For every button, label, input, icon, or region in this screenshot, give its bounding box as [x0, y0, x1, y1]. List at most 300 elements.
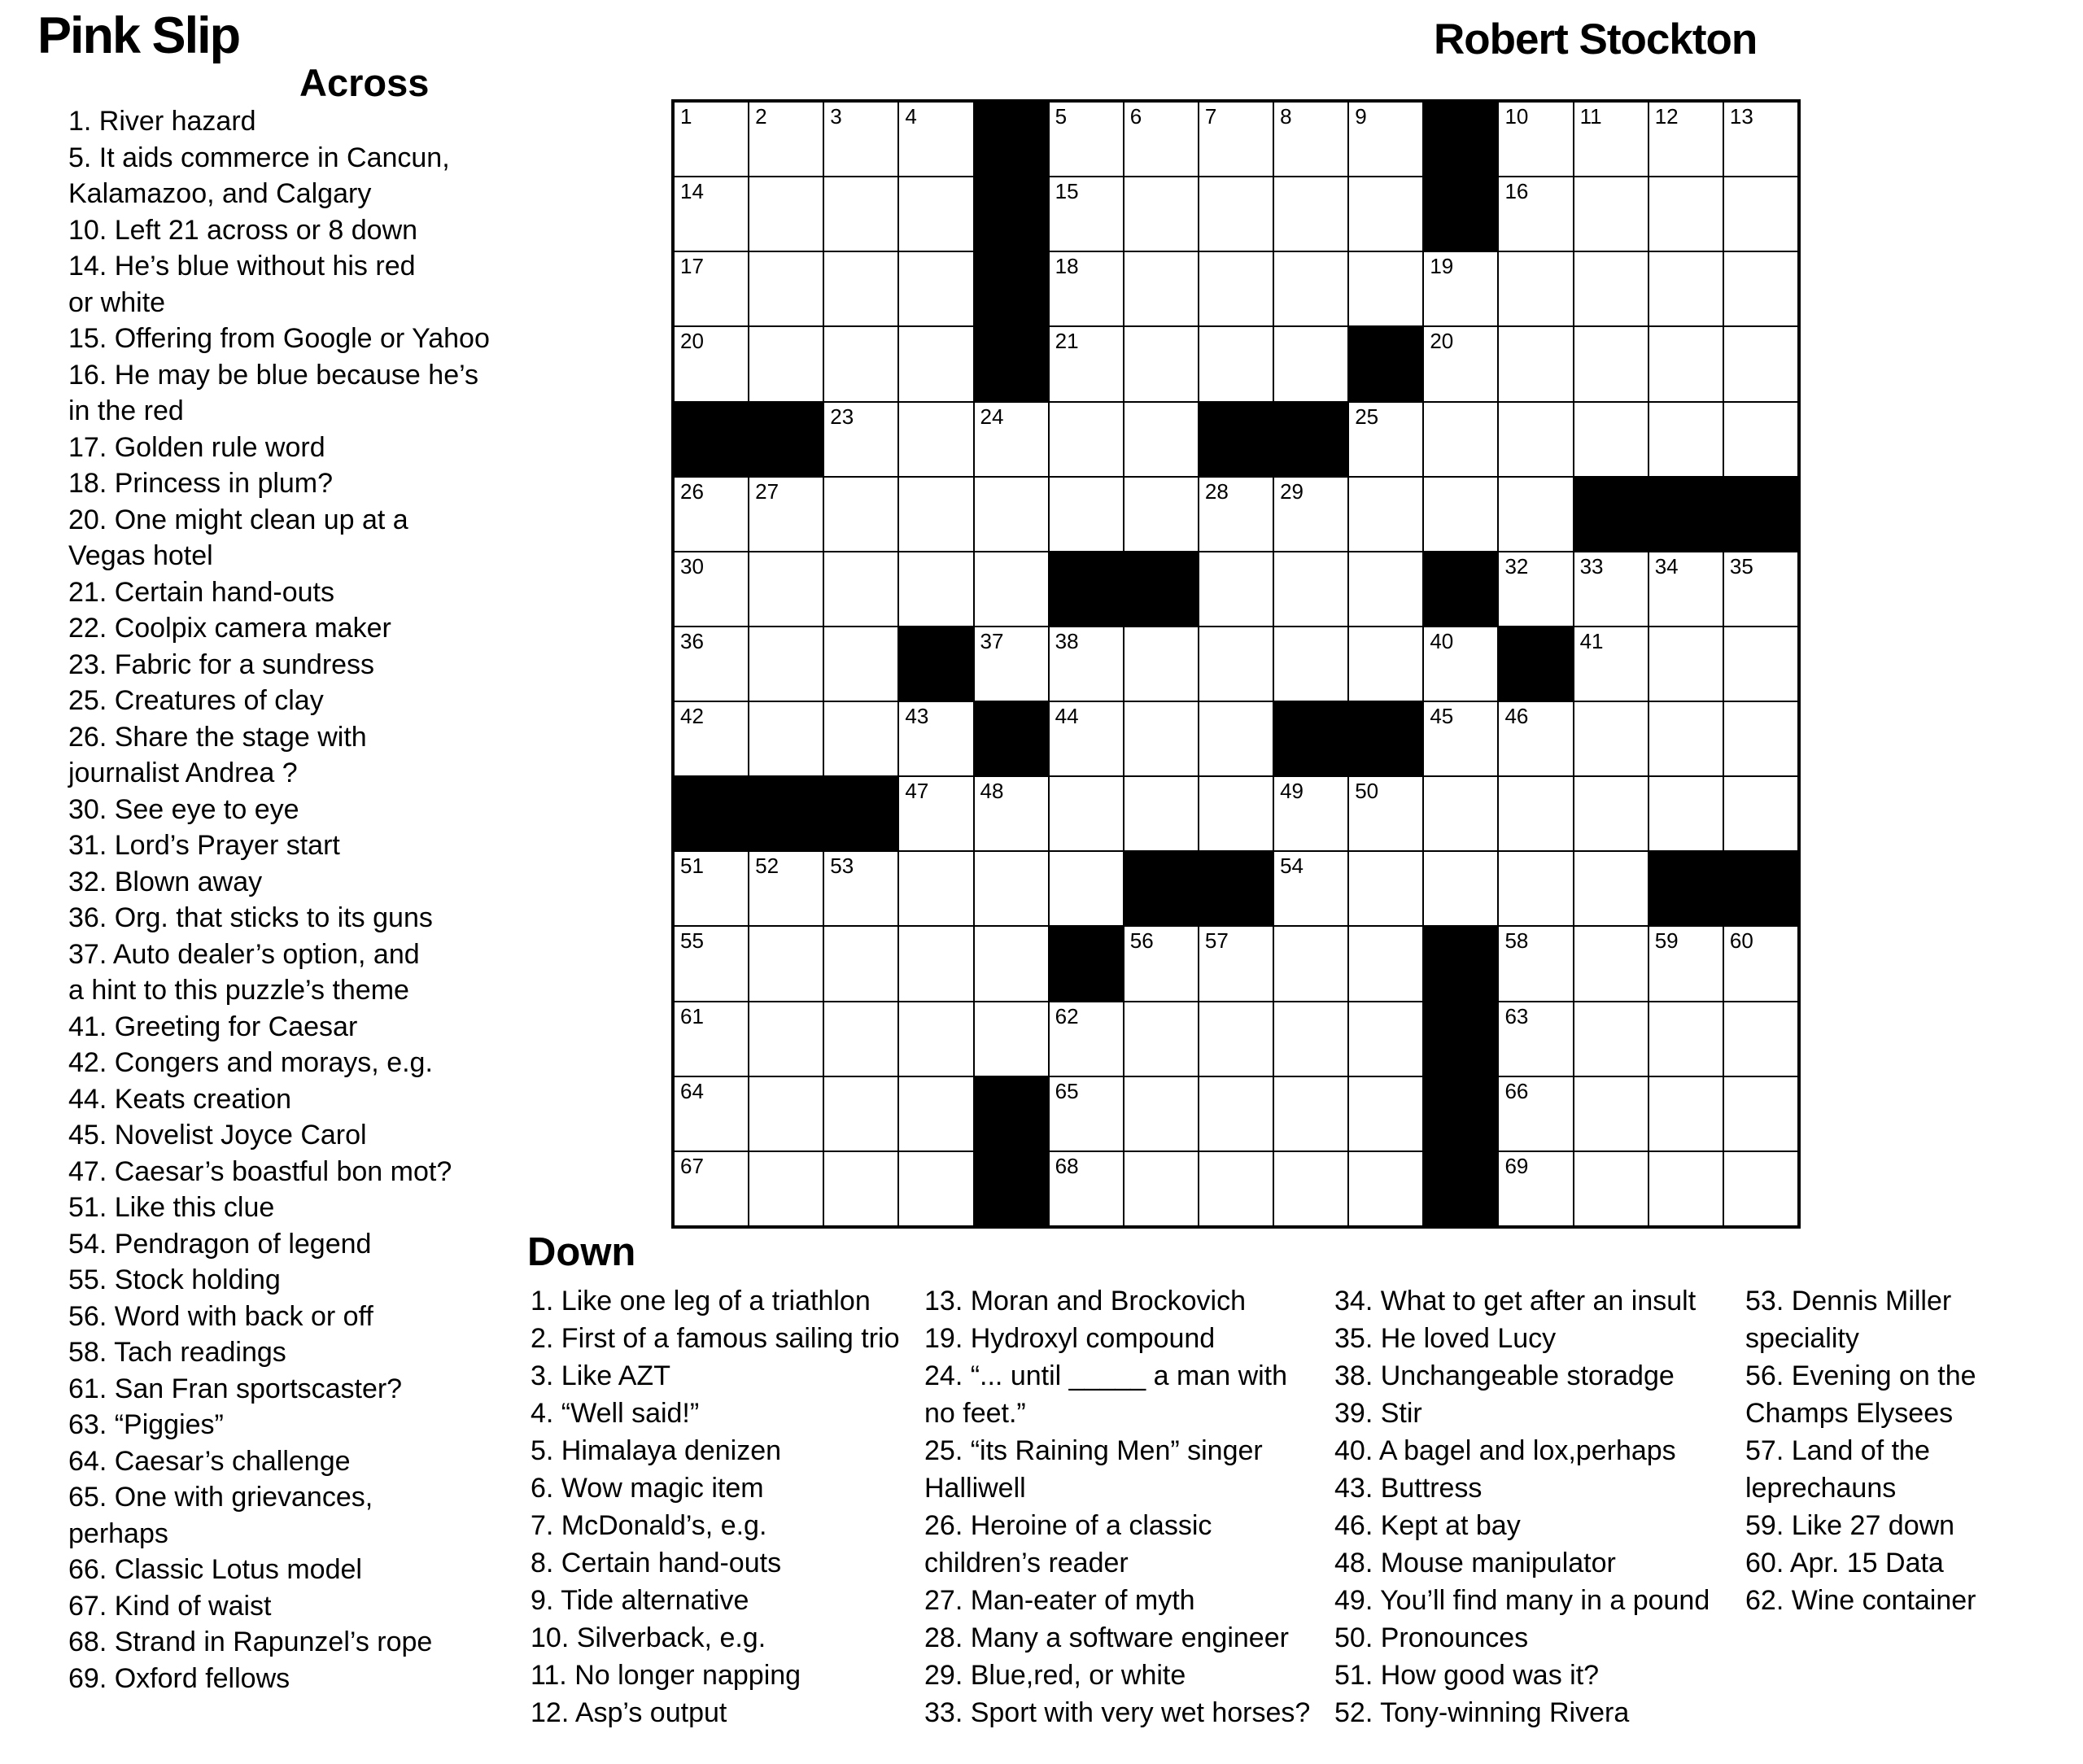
clue-42 [68, 1045, 490, 1081]
clue-text: 33. Sport with very wet horses? [924, 1697, 1311, 1728]
grid-cell-r3c10[interactable] [1348, 251, 1423, 326]
grid-cell-r15c6[interactable] [1049, 1151, 1124, 1226]
grid-cell-r9c1[interactable] [674, 701, 749, 776]
grid-cell-r14c10[interactable] [1348, 1076, 1423, 1151]
clue-text: 32. Blown away [68, 866, 263, 897]
grid-cell-r2c1[interactable] [674, 177, 749, 251]
grid-cell-r2c6[interactable] [1049, 177, 1124, 251]
clue-21 [68, 574, 490, 611]
grid-cell-r12c12[interactable] [1498, 926, 1573, 1001]
cell-number: 12 [1654, 104, 1679, 129]
grid-cell-r3c13[interactable] [1574, 251, 1648, 326]
cell-number: 36 [680, 628, 704, 653]
grid-cell-r1c10[interactable] [1348, 102, 1423, 177]
grid-cell-r6c3[interactable] [823, 477, 898, 552]
grid-cell-r6c4[interactable] [898, 477, 973, 552]
grid-cell-r15c15[interactable] [1723, 1151, 1798, 1226]
down-clue-column-4 [1745, 1282, 1976, 1619]
grid-cell-r9c13[interactable] [1574, 701, 1648, 776]
cell-number: 57 [1204, 928, 1229, 954]
grid-cell-r11c12[interactable] [1498, 851, 1573, 926]
grid-cell-r8c10[interactable] [1348, 627, 1423, 701]
clue-27 [924, 1582, 1310, 1619]
clue-text: 27. Man-eater of myth [924, 1585, 1195, 1616]
clue-5 [531, 1432, 900, 1469]
grid-cell-r4c15[interactable] [1723, 326, 1798, 401]
down-clue-column-3 [1334, 1282, 1710, 1731]
grid-cell-r1c1[interactable] [674, 102, 749, 177]
clue-text: 7. McDonald’s, e.g. [531, 1510, 767, 1541]
clue-45 [68, 1117, 490, 1154]
grid-cell-r13c15[interactable] [1723, 1002, 1798, 1076]
black-cell-r5c1 [674, 402, 749, 477]
cell-number: 4 [905, 104, 917, 129]
cell-number: 21 [1055, 329, 1079, 354]
clue-text: 14. He’s blue without his red [68, 251, 416, 282]
grid-cell-r13c7[interactable] [1124, 1002, 1199, 1076]
grid-cell-r6c10[interactable] [1348, 477, 1423, 552]
grid-cell-r9c14[interactable] [1648, 701, 1723, 776]
black-cell-r12c6 [1049, 926, 1124, 1001]
grid-cell-r15c14[interactable] [1648, 1151, 1723, 1226]
clue-text: 60. Apr. 15 Data [1745, 1548, 1944, 1578]
clue-text: 17. Golden rule word [68, 431, 325, 463]
grid-cell-r14c1[interactable] [674, 1076, 749, 1151]
clue-66 [68, 1552, 490, 1588]
grid-cell-r2c7[interactable] [1124, 177, 1199, 251]
grid-cell-r2c3[interactable] [823, 177, 898, 251]
grid-cell-r10c10[interactable] [1348, 776, 1423, 851]
grid-cell-r14c14[interactable] [1648, 1076, 1723, 1151]
grid-cell-r11c2[interactable] [749, 851, 823, 926]
grid-cell-r6c8[interactable] [1199, 477, 1273, 552]
grid-cell-r5c5[interactable] [974, 402, 1049, 477]
clue-text-continued: journalist Andrea ? [68, 758, 298, 788]
grid-cell-r2c13[interactable] [1574, 177, 1648, 251]
black-cell-r11c15 [1723, 851, 1798, 926]
grid-cell-r7c5[interactable] [974, 552, 1049, 627]
grid-cell-r14c7[interactable] [1124, 1076, 1199, 1151]
grid-cell-r14c6[interactable] [1049, 1076, 1124, 1151]
grid-cell-r12c15[interactable] [1723, 926, 1798, 1001]
cell-number: 8 [1280, 104, 1292, 129]
grid-cell-r4c7[interactable] [1124, 326, 1199, 401]
grid-cell-r2c2[interactable] [749, 177, 823, 251]
clue-46 [1334, 1507, 1710, 1544]
grid-cell-r10c13[interactable] [1574, 776, 1648, 851]
grid-cell-r4c14[interactable] [1648, 326, 1723, 401]
grid-cell-r3c11[interactable] [1423, 251, 1498, 326]
grid-cell-r6c11[interactable] [1423, 477, 1498, 552]
grid-cell-r13c4[interactable] [898, 1002, 973, 1076]
cell-number: 29 [1280, 478, 1304, 504]
clue-40 [1334, 1432, 1710, 1469]
clue-text-continued: children’s reader [924, 1548, 1129, 1578]
grid-cell-r6c12[interactable] [1498, 477, 1573, 552]
grid-cell-r3c14[interactable] [1648, 251, 1723, 326]
grid-cell-r8c8[interactable] [1199, 627, 1273, 701]
clue-text: 29. Blue,red, or white [924, 1660, 1186, 1691]
clue-38 [1334, 1357, 1710, 1395]
grid-cell-r2c8[interactable] [1199, 177, 1273, 251]
clue-54 [68, 1226, 490, 1263]
grid-cell-r14c8[interactable] [1199, 1076, 1273, 1151]
grid-cell-r1c8[interactable] [1199, 102, 1273, 177]
clue-text-continued: leprechauns [1745, 1473, 1897, 1504]
cell-number: 6 [1129, 104, 1142, 129]
grid-cell-r9c11[interactable] [1423, 701, 1498, 776]
cell-number: 68 [1055, 1153, 1079, 1178]
clue-text-continued: a hint to this puzzle’s theme [68, 975, 409, 1006]
author-byline: Robert Stockton [1434, 15, 1758, 63]
black-cell-r10c2 [749, 776, 823, 851]
grid-cell-r12c4[interactable] [898, 926, 973, 1001]
grid-cell-r3c3[interactable] [823, 251, 898, 326]
grid-cell-r12c13[interactable] [1574, 926, 1648, 1001]
grid-cell-r6c9[interactable] [1273, 477, 1348, 552]
clue-64 [68, 1443, 490, 1480]
grid-cell-r9c15[interactable] [1723, 701, 1798, 776]
grid-cell-r6c7[interactable] [1124, 477, 1199, 552]
grid-cell-r6c2[interactable] [749, 477, 823, 552]
clue-text: 40. A bagel and lox,perhaps [1334, 1435, 1676, 1466]
grid-cell-r10c6[interactable] [1049, 776, 1124, 851]
clue-text-continued: or white [68, 286, 166, 318]
grid-cell-r6c1[interactable] [674, 477, 749, 552]
clue-text: 1. River hazard [68, 106, 256, 137]
cell-number: 65 [1055, 1078, 1079, 1103]
clue-text-continued: in the red [68, 395, 184, 426]
clue-text: 42. Congers and morays, e.g. [68, 1047, 433, 1078]
grid-cell-r9c2[interactable] [749, 701, 823, 776]
cell-number: 40 [1430, 628, 1454, 653]
clue-text: 59. Like 27 down [1745, 1510, 1955, 1541]
clue-text: 63. “Piggies” [68, 1409, 224, 1440]
grid-cell-r11c13[interactable] [1574, 851, 1648, 926]
grid-cell-r15c1[interactable] [674, 1151, 749, 1226]
cell-number: 25 [1355, 404, 1379, 429]
grid-cell-r8c5[interactable] [974, 627, 1049, 701]
grid-cell-r7c12[interactable] [1498, 552, 1573, 627]
grid-cell-r11c1[interactable] [674, 851, 749, 926]
grid-cell-r7c4[interactable] [898, 552, 973, 627]
grid-cell-r12c14[interactable] [1648, 926, 1723, 1001]
clue-text: 5. Himalaya denizen [531, 1435, 782, 1466]
grid-cell-r7c1[interactable] [674, 552, 749, 627]
grid-cell-r2c15[interactable] [1723, 177, 1798, 251]
clue-text: 6. Wow magic item [531, 1473, 764, 1504]
grid-cell-r3c2[interactable] [749, 251, 823, 326]
grid-cell-r3c6[interactable] [1049, 251, 1124, 326]
grid-cell-r5c10[interactable] [1348, 402, 1423, 477]
grid-cell-r15c4[interactable] [898, 1151, 973, 1226]
cell-number: 18 [1055, 254, 1079, 279]
grid-cell-r1c9[interactable] [1273, 102, 1348, 177]
cell-number: 43 [905, 704, 929, 729]
grid-cell-r8c2[interactable] [749, 627, 823, 701]
grid-cell-r9c12[interactable] [1498, 701, 1573, 776]
grid-cell-r4c2[interactable] [749, 326, 823, 401]
grid-cell-r13c8[interactable] [1199, 1002, 1273, 1076]
cell-number: 17 [680, 254, 704, 279]
grid-cell-r12c8[interactable] [1199, 926, 1273, 1001]
grid-cell-r1c6[interactable] [1049, 102, 1124, 177]
cell-number: 20 [1430, 329, 1454, 354]
clue-52 [1334, 1694, 1710, 1731]
grid-cell-r4c6[interactable] [1049, 326, 1124, 401]
grid-cell-r8c1[interactable] [674, 627, 749, 701]
grid-cell-r10c11[interactable] [1423, 776, 1498, 851]
clue-text: 10. Silverback, e.g. [531, 1622, 766, 1653]
clue-3 [531, 1357, 900, 1395]
grid-cell-r14c12[interactable] [1498, 1076, 1573, 1151]
grid-cell-r5c15[interactable] [1723, 402, 1798, 477]
grid-cell-r12c10[interactable] [1348, 926, 1423, 1001]
grid-cell-r10c15[interactable] [1723, 776, 1798, 851]
grid-cell-r13c5[interactable] [974, 1002, 1049, 1076]
grid-cell-r6c5[interactable] [974, 477, 1049, 552]
clue-50 [1334, 1619, 1710, 1657]
grid-cell-r14c9[interactable] [1273, 1076, 1348, 1151]
grid-cell-r13c2[interactable] [749, 1002, 823, 1076]
clue-1 [531, 1282, 900, 1320]
grid-cell-r2c14[interactable] [1648, 177, 1723, 251]
grid-cell-r15c2[interactable] [749, 1151, 823, 1226]
grid-cell-r2c12[interactable] [1498, 177, 1573, 251]
grid-cell-r7c14[interactable] [1648, 552, 1723, 627]
grid-cell-r13c9[interactable] [1273, 1002, 1348, 1076]
grid-cell-r12c7[interactable] [1124, 926, 1199, 1001]
grid-cell-r1c15[interactable] [1723, 102, 1798, 177]
cell-number: 58 [1504, 928, 1529, 954]
grid-cell-r10c4[interactable] [898, 776, 973, 851]
clue-5 [68, 140, 490, 212]
black-cell-r15c11 [1423, 1151, 1498, 1226]
grid-cell-r3c8[interactable] [1199, 251, 1273, 326]
clue-text: 12. Asp’s output [531, 1697, 727, 1728]
cell-number: 10 [1504, 104, 1529, 129]
grid-cell-r12c9[interactable] [1273, 926, 1348, 1001]
clue-text: 62. Wine container [1745, 1585, 1976, 1616]
grid-cell-r10c8[interactable] [1199, 776, 1273, 851]
grid-cell-r9c3[interactable] [823, 701, 898, 776]
grid-cell-r1c2[interactable] [749, 102, 823, 177]
grid-cell-r4c13[interactable] [1574, 326, 1648, 401]
grid-cell-r15c7[interactable] [1124, 1151, 1199, 1226]
grid-cell-r11c10[interactable] [1348, 851, 1423, 926]
grid-cell-r10c14[interactable] [1648, 776, 1723, 851]
grid-cell-r13c10[interactable] [1348, 1002, 1423, 1076]
cell-number: 42 [680, 704, 704, 729]
cell-number: 50 [1355, 779, 1379, 804]
clue-text: 23. Fabric for a sundress [68, 648, 375, 680]
grid-cell-r5c4[interactable] [898, 402, 973, 477]
grid-cell-r15c3[interactable] [823, 1151, 898, 1226]
grid-cell-r1c14[interactable] [1648, 102, 1723, 177]
grid-cell-r9c4[interactable] [898, 701, 973, 776]
grid-cell-r1c7[interactable] [1124, 102, 1199, 177]
grid-cell-r1c3[interactable] [823, 102, 898, 177]
grid-cell-r13c14[interactable] [1648, 1002, 1723, 1076]
grid-cell-r1c12[interactable] [1498, 102, 1573, 177]
grid-cell-r11c9[interactable] [1273, 851, 1348, 926]
grid-cell-r4c9[interactable] [1273, 326, 1348, 401]
grid-cell-r8c6[interactable] [1049, 627, 1124, 701]
black-cell-r5c9 [1273, 402, 1348, 477]
grid-cell-r14c2[interactable] [749, 1076, 823, 1151]
clue-18 [68, 465, 490, 502]
black-cell-r8c12 [1498, 627, 1573, 701]
grid-cell-r4c3[interactable] [823, 326, 898, 401]
grid-cell-r14c4[interactable] [898, 1076, 973, 1151]
clue-36 [68, 900, 490, 937]
grid-cell-r15c8[interactable] [1199, 1151, 1273, 1226]
grid-cell-r13c6[interactable] [1049, 1002, 1124, 1076]
grid-cell-r3c12[interactable] [1498, 251, 1573, 326]
grid-cell-r4c1[interactable] [674, 326, 749, 401]
grid-cell-r8c3[interactable] [823, 627, 898, 701]
grid-cell-r7c13[interactable] [1574, 552, 1648, 627]
grid-cell-r11c6[interactable] [1049, 851, 1124, 926]
grid-cell-r14c15[interactable] [1723, 1076, 1798, 1151]
black-cell-r13c11 [1423, 1002, 1498, 1076]
grid-cell-r7c10[interactable] [1348, 552, 1423, 627]
black-cell-r6c15 [1723, 477, 1798, 552]
clue-text: 11. No longer napping [531, 1660, 801, 1691]
grid-cell-r10c7[interactable] [1124, 776, 1199, 851]
grid-cell-r3c15[interactable] [1723, 251, 1798, 326]
cell-number: 37 [980, 628, 1004, 653]
grid-cell-r2c9[interactable] [1273, 177, 1348, 251]
cell-number: 54 [1280, 854, 1304, 879]
grid-cell-r8c15[interactable] [1723, 627, 1798, 701]
grid-cell-r13c3[interactable] [823, 1002, 898, 1076]
grid-cell-r10c5[interactable] [974, 776, 1049, 851]
cell-number: 44 [1055, 704, 1079, 729]
black-cell-r7c11 [1423, 552, 1498, 627]
grid-cell-r4c4[interactable] [898, 326, 973, 401]
clue-4 [531, 1395, 900, 1432]
grid-cell-r7c2[interactable] [749, 552, 823, 627]
black-cell-r4c5 [974, 326, 1049, 401]
down-clue-column-1 [531, 1282, 900, 1731]
grid-cell-r11c3[interactable] [823, 851, 898, 926]
grid-cell-r3c7[interactable] [1124, 251, 1199, 326]
grid-cell-r15c12[interactable] [1498, 1151, 1573, 1226]
grid-cell-r5c14[interactable] [1648, 402, 1723, 477]
clue-9 [531, 1582, 900, 1619]
grid-cell-r14c3[interactable] [823, 1076, 898, 1151]
cell-number: 9 [1355, 104, 1367, 129]
grid-cell-r4c11[interactable] [1423, 326, 1498, 401]
grid-cell-r2c4[interactable] [898, 177, 973, 251]
black-cell-r11c7 [1124, 851, 1199, 926]
black-cell-r10c3 [823, 776, 898, 851]
grid-cell-r5c3[interactable] [823, 402, 898, 477]
grid-cell-r5c11[interactable] [1423, 402, 1498, 477]
grid-cell-r5c7[interactable] [1124, 402, 1199, 477]
grid-cell-r11c5[interactable] [974, 851, 1049, 926]
grid-cell-r3c9[interactable] [1273, 251, 1348, 326]
clue-41 [68, 1009, 490, 1046]
grid-cell-r12c1[interactable] [674, 926, 749, 1001]
grid-cell-r3c4[interactable] [898, 251, 973, 326]
grid-cell-r8c11[interactable] [1423, 627, 1498, 701]
grid-cell-r12c3[interactable] [823, 926, 898, 1001]
grid-cell-r2c10[interactable] [1348, 177, 1423, 251]
grid-cell-r13c12[interactable] [1498, 1002, 1573, 1076]
grid-cell-r14c13[interactable] [1574, 1076, 1648, 1151]
clue-20 [68, 502, 490, 574]
puzzle-title: Pink Slip [37, 7, 240, 64]
clue-text: 2. First of a famous sailing trio [531, 1323, 900, 1354]
grid-cell-r15c10[interactable] [1348, 1151, 1423, 1226]
grid-cell-r13c13[interactable] [1574, 1002, 1648, 1076]
grid-cell-r10c9[interactable] [1273, 776, 1348, 851]
grid-cell-r5c12[interactable] [1498, 402, 1573, 477]
grid-cell-r8c14[interactable] [1648, 627, 1723, 701]
grid-cell-r7c3[interactable] [823, 552, 898, 627]
grid-cell-r11c11[interactable] [1423, 851, 1498, 926]
grid-cell-r11c4[interactable] [898, 851, 973, 926]
clue-32 [68, 864, 490, 901]
grid-cell-r15c13[interactable] [1574, 1151, 1648, 1226]
clue-text-continued: no feet.” [924, 1398, 1026, 1429]
grid-cell-r4c8[interactable] [1199, 326, 1273, 401]
grid-cell-r7c15[interactable] [1723, 552, 1798, 627]
clue-text: 53. Dennis Miller [1745, 1286, 1952, 1316]
clue-text: 36. Org. that sticks to its guns [68, 902, 433, 933]
black-cell-r6c14 [1648, 477, 1723, 552]
clue-48 [1334, 1544, 1710, 1582]
grid-cell-r10c12[interactable] [1498, 776, 1573, 851]
clue-12 [531, 1694, 900, 1731]
grid-cell-r12c5[interactable] [974, 926, 1049, 1001]
grid-cell-r8c7[interactable] [1124, 627, 1199, 701]
grid-cell-r5c13[interactable] [1574, 402, 1648, 477]
cell-number: 2 [755, 104, 767, 129]
cell-number: 32 [1504, 553, 1529, 579]
cell-number: 7 [1204, 104, 1217, 129]
grid-cell-r7c9[interactable] [1273, 552, 1348, 627]
cell-number: 67 [680, 1153, 704, 1178]
grid-cell-r6c6[interactable] [1049, 477, 1124, 552]
grid-cell-r12c2[interactable] [749, 926, 823, 1001]
cell-number: 16 [1504, 179, 1529, 204]
grid-cell-r9c7[interactable] [1124, 701, 1199, 776]
cell-number: 5 [1055, 104, 1068, 129]
grid-cell-r1c13[interactable] [1574, 102, 1648, 177]
grid-cell-r15c9[interactable] [1273, 1151, 1348, 1226]
across-heading: Across [299, 61, 430, 104]
grid-cell-r8c13[interactable] [1574, 627, 1648, 701]
grid-cell-r4c12[interactable] [1498, 326, 1573, 401]
grid-cell-r9c6[interactable] [1049, 701, 1124, 776]
grid-cell-r9c8[interactable] [1199, 701, 1273, 776]
clue-text: 34. What to get after an insult [1334, 1286, 1697, 1316]
black-cell-r9c9 [1273, 701, 1348, 776]
black-cell-r7c7 [1124, 552, 1199, 627]
grid-cell-r3c1[interactable] [674, 251, 749, 326]
grid-cell-r13c1[interactable] [674, 1002, 749, 1076]
grid-cell-r5c6[interactable] [1049, 402, 1124, 477]
grid-cell-r8c9[interactable] [1273, 627, 1348, 701]
clue-59 [1745, 1507, 1976, 1544]
grid-cell-r7c8[interactable] [1199, 552, 1273, 627]
black-cell-r9c5 [974, 701, 1049, 776]
clue-text: 21. Certain hand-outs [68, 576, 334, 608]
grid-cell-r1c4[interactable] [898, 102, 973, 177]
